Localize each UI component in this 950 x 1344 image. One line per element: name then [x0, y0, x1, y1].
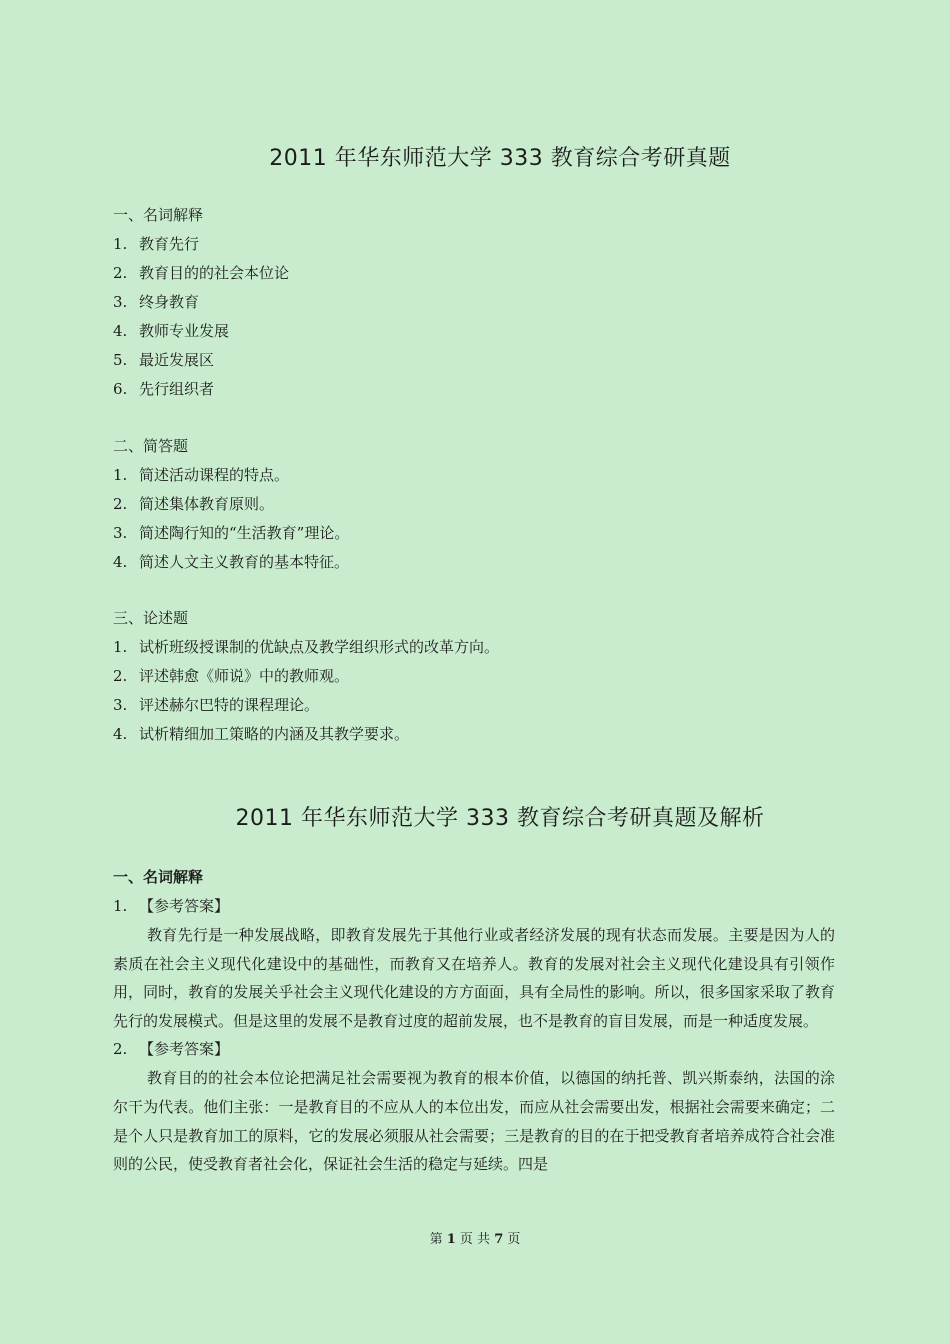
item-text: 最近发展区	[139, 351, 215, 369]
list-item	[113, 461, 843, 490]
list-item	[113, 662, 843, 691]
analysis-section	[113, 863, 835, 1179]
section-terms	[113, 201, 843, 404]
item-number: 3.	[113, 524, 128, 542]
list-item	[113, 317, 843, 346]
item-text: 试析精细加工策略的内涵及其教学要求。	[139, 725, 410, 743]
answer-tag: 【参考答案】	[139, 897, 230, 915]
list-item	[113, 346, 843, 375]
section-heading: 三、论述题	[113, 609, 189, 627]
item-number: 1.	[113, 638, 128, 656]
footer-page-number: 1	[446, 1232, 456, 1247]
item-number: 4.	[113, 553, 128, 571]
footer-prefix: 第	[429, 1232, 443, 1247]
list-item	[113, 519, 843, 548]
item-number: 2.	[113, 667, 128, 685]
item-text: 简述活动课程的特点。	[139, 466, 290, 484]
footer-total-pages: 7	[494, 1232, 504, 1247]
item-number: 1.	[113, 235, 128, 253]
analysis-title: 2011 年华东师范大学 333 教育综合考研真题及解析	[235, 806, 765, 831]
item-text: 教师专业发展	[139, 322, 230, 340]
item-number: 5.	[113, 351, 128, 369]
page-title: 2011 年华东师范大学 333 教育综合考研真题	[269, 146, 731, 171]
section-short-answer	[113, 432, 843, 577]
list-item	[113, 720, 843, 749]
footer-middle: 页 共	[459, 1232, 491, 1247]
answer-label	[113, 892, 835, 921]
item-number: 4.	[113, 725, 128, 743]
item-number: 3.	[113, 696, 128, 714]
item-text: 简述陶行知的“生活教育”理论。	[139, 524, 350, 542]
item-text: 教育目的的社会本位论	[139, 264, 290, 282]
answer-tag: 【参考答案】	[139, 1040, 230, 1059]
footer-suffix: 页	[507, 1232, 521, 1247]
item-text: 简述集体教育原则。	[139, 495, 275, 513]
section-heading: 一、名词解释	[113, 206, 204, 224]
item-number: 4.	[113, 322, 128, 340]
section-essay	[113, 604, 843, 749]
answer-number: 1.	[113, 897, 128, 915]
item-text: 终身教育	[139, 293, 200, 311]
item-number: 1.	[113, 466, 128, 484]
list-item	[113, 259, 843, 288]
list-item	[113, 288, 843, 317]
item-number: 2.	[113, 264, 128, 282]
item-number: 2.	[113, 495, 128, 513]
list-item	[113, 490, 843, 519]
answer-label	[113, 1035, 835, 1064]
list-item	[113, 375, 843, 404]
page-footer	[0, 1228, 950, 1247]
item-number: 3.	[113, 293, 128, 311]
list-item	[113, 548, 843, 577]
answer-paragraph: 教育目的的社会本位论把满足社会需要视为教育的根本价值，以德国的纳托普、凯兴斯泰纳，法国的涂尔干为代表。他们主张：一是教育目的不应从人的本位出发，而应从社会需要出发，根据社会需要来确定；二是个人只是教育加工的原料，它的发展必须服从社会需要；三是教育的目的在于把受教育者培养成符合社会准则的公民，使受教育者社会化，保证社会生活的稳定与延续。四是	[113, 1069, 835, 1174]
answer-number: 2.	[113, 1040, 128, 1059]
list-item	[113, 691, 843, 720]
list-item	[113, 230, 843, 259]
list-item	[113, 633, 843, 662]
item-number: 6.	[113, 380, 128, 398]
item-text: 评述赫尔巴特的课程理论。	[139, 696, 320, 714]
answer-paragraph: 教育先行是一种发展战略，即教育发展先于其他行业或者经济发展的现有状态而发展。主要是因为人的素质在社会主义现代化建设中的基础性，而教育又在培养人。教育的发展对社会主义现代化建设具有引领作用，同时，教育的发展关乎社会主义现代化建设的方方面面，具有全局性的影响。所以，很多国家采取了教育先行的发展模式。但是这里的发展不是教育过度的超前发展，也不是教育的盲目发展，而是一种适度发展。	[113, 926, 835, 1030]
item-text: 先行组织者	[139, 380, 215, 398]
item-text: 简述人文主义教育的基本特征。	[139, 553, 350, 571]
analysis-heading: 一、名词解释	[113, 868, 204, 886]
item-text: 评述韩愈《师说》中的教师观。	[139, 667, 350, 685]
item-text: 教育先行	[139, 235, 200, 253]
item-text: 试析班级授课制的优缺点及教学组织形式的改革方向。	[139, 638, 500, 656]
section-heading: 二、简答题	[113, 437, 189, 455]
